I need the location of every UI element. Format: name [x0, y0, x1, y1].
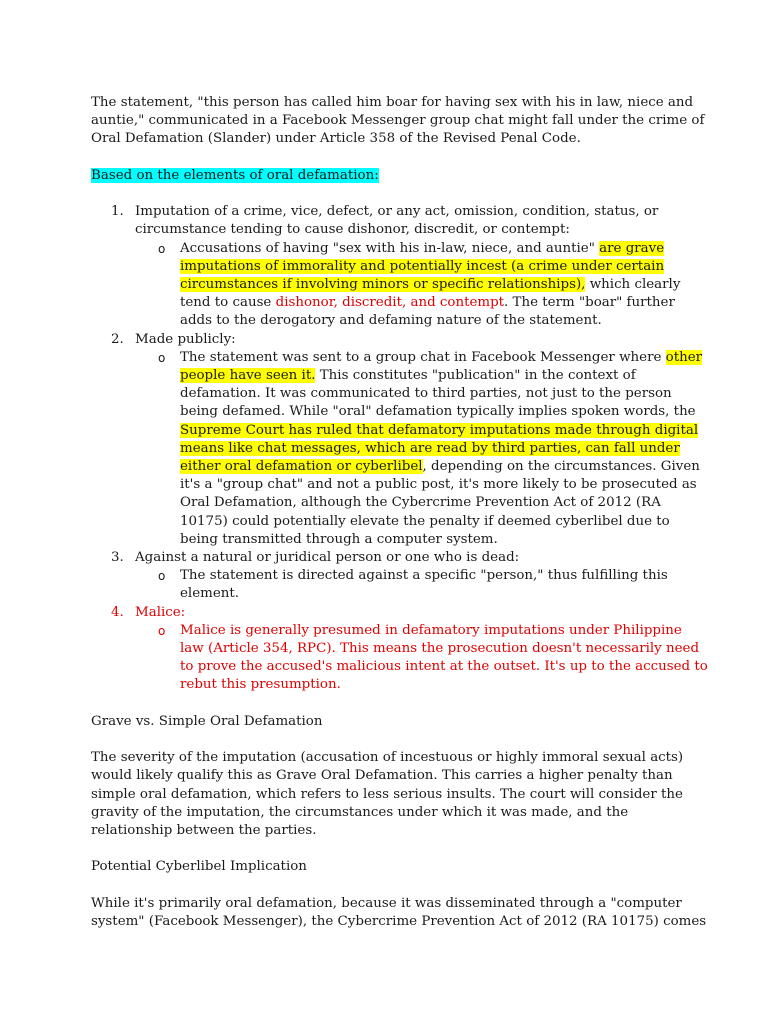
cyber-heading: Potential Cyberlibel Implication	[91, 859, 307, 875]
subitem-text: which clearly tend to cause	[180, 277, 681, 311]
subitem-text: This constitutes "publication" in the context of defamation. It was communicated to third parties, not just to the person being defamed. While "oral" defamation typically implies spoken words, the	[180, 368, 696, 420]
element-subitem	[158, 567, 708, 603]
element-number: 1.	[111, 204, 124, 220]
grave-heading: Grave vs. Simple Oral Defamation	[91, 713, 323, 729]
bullet-icon: o	[158, 350, 166, 365]
element-item-4	[111, 604, 708, 695]
element-item-3	[111, 549, 708, 604]
element-sublist	[135, 240, 708, 331]
subitem-text: Malice is generally presumed in defamatory imputations under Philippine law (Article 354, RPC). This means the prosecution doesn't necessarily need to prove the accused's malicious intent at the outset. It's up to the accused to rebut this presumption.	[180, 622, 708, 693]
bullet-icon: o	[158, 623, 166, 638]
element-subitem	[158, 622, 708, 695]
bullet-icon: o	[158, 241, 166, 256]
element-title: Malice:	[135, 604, 186, 620]
element-number: 2.	[111, 331, 124, 347]
element-sublist	[135, 567, 708, 603]
bullet-icon: o	[158, 569, 166, 584]
element-sublist	[135, 622, 708, 695]
element-number: 3.	[111, 550, 124, 566]
intro-paragraph: The statement, "this person has called him boar for having sex with his in law, niece and auntie," communicated in a Facebook Messenger group chat might fall under the crime of Oral Defamation (Slander) under Article 358 of the Revised Penal Code.	[91, 95, 705, 147]
highlighted-text: Supreme Court has ruled that defamatory imputations made through digital means like chat messages, which are read by third parties, can fall under either oral defamation or cyberlibel	[180, 422, 699, 475]
element-title: Imputation of a crime, vice, defect, or any act, omission, condition, status, or circumstance tending to cause dishonor, discredit, or contempt:	[135, 204, 659, 238]
cyber-paragraph: While it's primarily oral defamation, because it was disseminated through a "computer system" (Facebook Messenger), the Cybercrime Prevention Act of 2012 (RA 10175) comes	[91, 895, 707, 930]
element-sublist	[135, 349, 708, 549]
highlighted-text: are grave imputations of immorality and potentially incest (a crime under certain circumstances if involving minors or specific relationships),	[180, 240, 665, 292]
subitem-text: Accusations of having "sex with his in-law, niece, and auntie"	[180, 240, 600, 256]
element-subitem	[158, 349, 708, 549]
highlighted-text: other people have seen it.	[180, 349, 703, 384]
elements-heading	[91, 167, 708, 185]
element-number: 4.	[111, 604, 124, 620]
elements-list	[91, 203, 708, 694]
element-item-1	[111, 203, 708, 330]
subitem-text: , depending on the circumstances. Given it's a "group chat" and not a public post, it's more likely to be prosecuted as Oral Defamation, although the Cybercrime Prevention Act of 2012 (RA 10175) could potentially elevate the penalty if deemed cyberlibel due to being transmitted through a computer system.	[180, 459, 700, 547]
grave-paragraph: The severity of the imputation (accusation of incestuous or highly immoral sexual acts) would likely qualify this as Grave Oral Defamation. This carries a higher penalty than simple oral defamation, which refers to less serious insults. The court will consider the gravity of the imputation, the circumstances under which it was made, and the relationship between the parties.	[91, 750, 684, 839]
subitem-text: The statement is directed against a specific "person," thus fulfilling this element.	[180, 568, 668, 602]
element-title: Against a natural or juridical person or one who is dead:	[135, 550, 520, 566]
elements-heading-text: Based on the elements of oral defamation:	[91, 167, 379, 183]
element-title: Made publicly:	[135, 331, 236, 347]
red-text: dishonor, discredit, and contempt	[275, 295, 505, 311]
subitem-text: . The term "boar" further adds to the derogatory and defaming nature of the statement.	[180, 295, 675, 329]
subitem-text: The statement was sent to a group chat in Facebook Messenger where	[180, 349, 666, 365]
element-item-2	[111, 331, 708, 549]
element-subitem	[158, 240, 708, 331]
